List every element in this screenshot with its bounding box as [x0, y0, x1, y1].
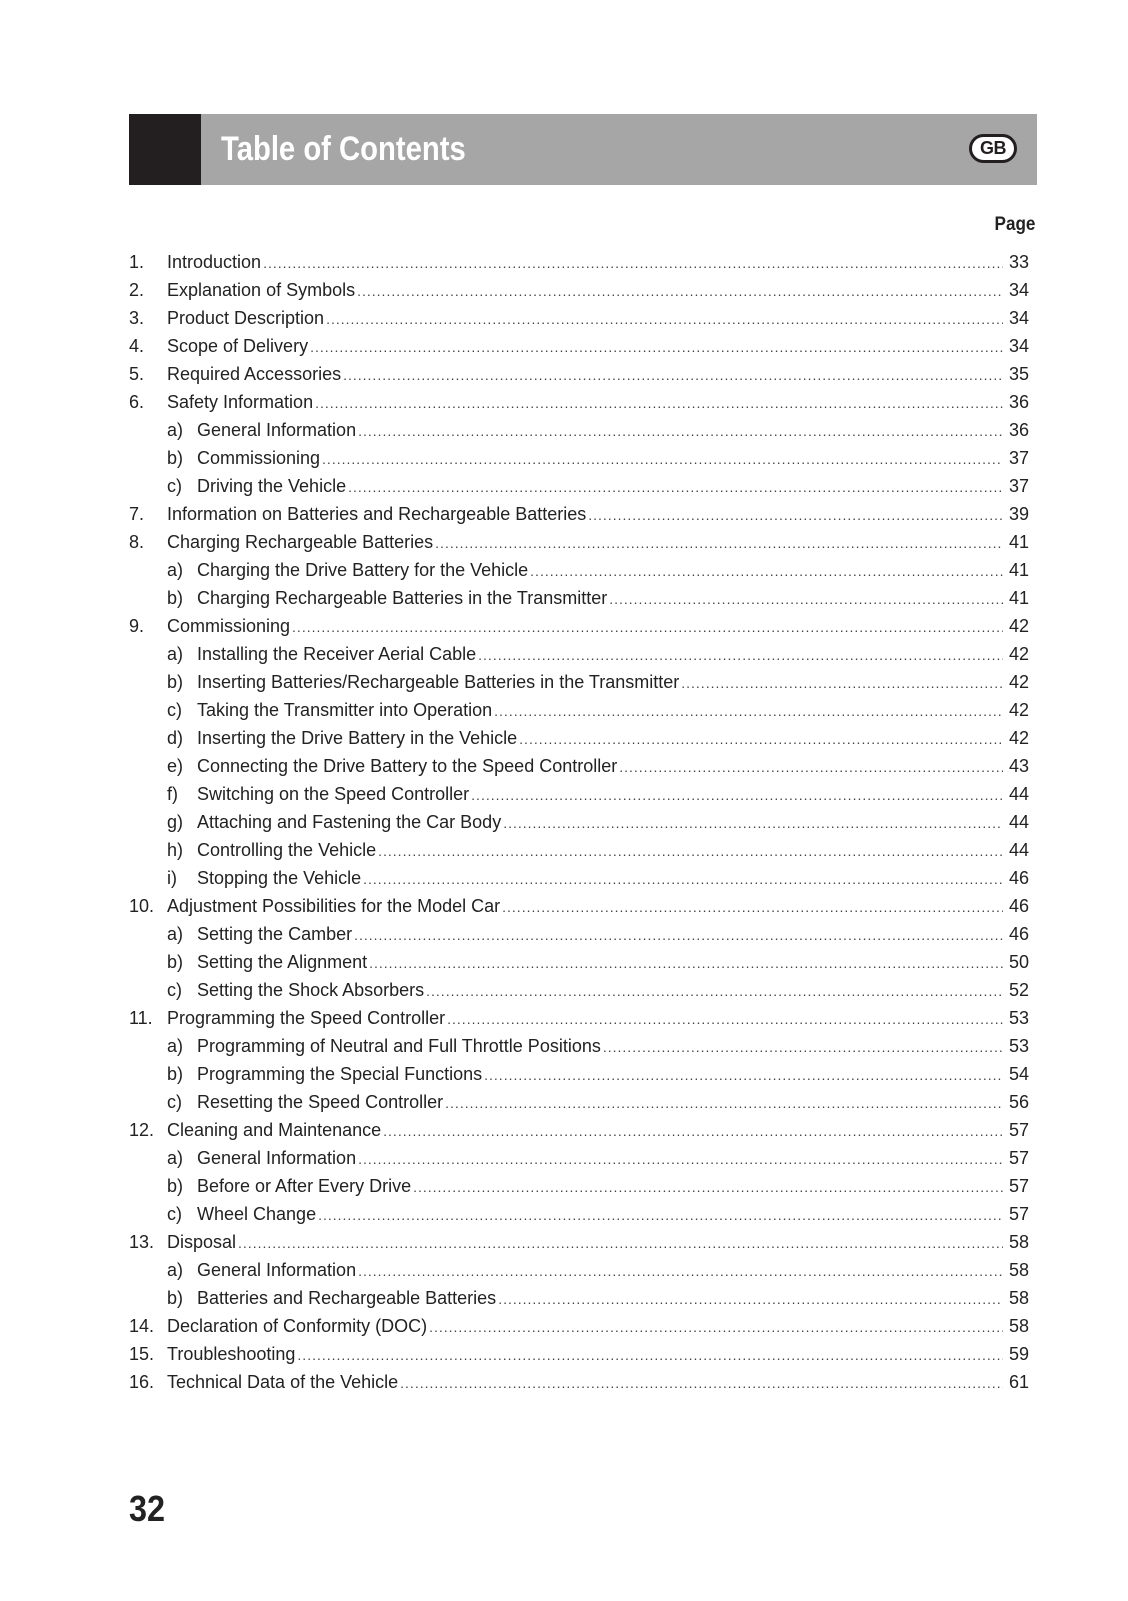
- toc-entry-title: Scope of Delivery: [167, 336, 309, 356]
- toc-entry-letter: a): [167, 644, 184, 664]
- dot-leader: [619, 753, 1003, 781]
- toc-entry-number: 12.: [129, 1120, 155, 1140]
- dot-leader: [413, 1173, 1003, 1201]
- dot-leader: [322, 445, 1003, 473]
- toc-entry-page: 53: [1008, 1036, 1029, 1056]
- toc-entry-letter: f): [167, 784, 178, 804]
- toc-entry-page: 58: [1008, 1232, 1029, 1252]
- dot-leader: [358, 1257, 1003, 1285]
- dot-leader: [603, 1033, 1003, 1061]
- toc-entry-number: 1.: [129, 252, 145, 272]
- toc-entry: [129, 1312, 1029, 1340]
- toc-entry-page: 36: [1008, 392, 1029, 412]
- toc-entry-page: 59: [1008, 1344, 1029, 1364]
- toc-entry-page: 39: [1008, 504, 1029, 524]
- dot-leader: [609, 585, 1003, 613]
- toc-entry-page: 42: [1008, 672, 1029, 692]
- toc-entry-page: 37: [1008, 448, 1029, 468]
- toc-entry-page: 54: [1008, 1064, 1029, 1084]
- dot-leader: [484, 1061, 1003, 1089]
- dot-leader: [530, 557, 1003, 585]
- toc-entry: [129, 696, 1029, 724]
- toc-entry-page: 43: [1008, 756, 1029, 776]
- toc-entry: [129, 1004, 1029, 1032]
- toc-entry-title: Taking the Transmitter into Operation: [197, 700, 493, 720]
- toc-entry-page: 42: [1008, 728, 1029, 748]
- toc-entry: [129, 752, 1029, 780]
- toc-entry-number: 3.: [129, 308, 145, 328]
- toc-entry-title: Charging the Drive Battery for the Vehicle: [197, 560, 529, 580]
- toc-entry-letter: a): [167, 560, 184, 580]
- page-number: 32: [129, 1488, 166, 1529]
- dot-leader: [238, 1229, 1003, 1257]
- toc-entry-page: 42: [1008, 616, 1029, 636]
- toc-entry-title: Charging Rechargeable Batteries in the Transmitter: [197, 588, 608, 608]
- toc-entry-title: Information on Batteries and Rechargeable Batteries: [167, 504, 587, 524]
- toc-entry-page: 58: [1008, 1316, 1029, 1336]
- dot-leader: [363, 865, 1003, 893]
- toc-entry: [129, 584, 1029, 612]
- toc-entry-title: Introduction: [167, 252, 262, 272]
- toc-entry-title: Cleaning and Maintenance: [167, 1120, 382, 1140]
- toc-entry-number: 5.: [129, 364, 145, 384]
- toc-entry-page: 57: [1008, 1176, 1029, 1196]
- toc-entry: [129, 444, 1029, 472]
- toc-entry-number: 6.: [129, 392, 145, 412]
- toc-entry-title: Commissioning: [167, 616, 291, 636]
- toc-entry-title: Setting the Shock Absorbers: [197, 980, 425, 1000]
- toc-entry-page: 58: [1008, 1288, 1029, 1308]
- toc-entry-title: Commissioning: [197, 448, 321, 468]
- toc-entry-letter: b): [167, 448, 184, 468]
- toc-entry-title: Switching on the Speed Controller: [197, 784, 470, 804]
- toc-entry-page: 35: [1008, 364, 1029, 384]
- toc-entry: [129, 1228, 1029, 1256]
- toc-entry-page: 57: [1008, 1148, 1029, 1168]
- toc-entry-page: 52: [1008, 980, 1029, 1000]
- toc-entry-title: Disposal: [167, 1232, 237, 1252]
- toc-entry: [129, 360, 1029, 388]
- toc-entry-number: 10.: [129, 896, 155, 916]
- toc-entry-page: 41: [1008, 532, 1029, 552]
- toc-entry-letter: b): [167, 1288, 184, 1308]
- toc-entry-page: 46: [1008, 896, 1029, 916]
- toc-entry: [129, 1200, 1029, 1228]
- toc-entry-letter: a): [167, 924, 184, 944]
- toc-entry-letter: h): [167, 840, 184, 860]
- toc-entry-page: 44: [1008, 812, 1029, 832]
- toc-entry-letter: b): [167, 672, 184, 692]
- header-dark-block: [129, 114, 201, 185]
- dot-leader: [429, 1313, 1003, 1341]
- toc-entry-page: 50: [1008, 952, 1029, 972]
- toc-entry-page: 44: [1008, 784, 1029, 804]
- toc-entry-letter: c): [167, 980, 182, 1000]
- dot-leader: [383, 1117, 1003, 1145]
- toc-entry-page: 37: [1008, 476, 1029, 496]
- toc-entry-page: 53: [1008, 1008, 1029, 1028]
- toc-entry-page: 41: [1008, 588, 1029, 608]
- dot-leader: [326, 305, 1003, 333]
- toc-entry-title: Before or After Every Drive: [197, 1176, 412, 1196]
- toc-entry-number: 13.: [129, 1232, 155, 1252]
- toc-entry-letter: c): [167, 1204, 182, 1224]
- toc-entry: [129, 808, 1029, 836]
- toc-entry-letter: e): [167, 756, 184, 776]
- toc-entry-title: Stopping the Vehicle: [197, 868, 362, 888]
- toc-entry-letter: b): [167, 1064, 184, 1084]
- toc-entry-number: 14.: [129, 1316, 155, 1336]
- toc-entry-title: Explanation of Symbols: [167, 280, 356, 300]
- toc-entry: [129, 612, 1029, 640]
- dot-leader: [263, 249, 1003, 277]
- dot-leader: [292, 613, 1003, 641]
- toc-entry-title: Charging Rechargeable Batteries: [167, 532, 434, 552]
- toc-entry-number: 2.: [129, 280, 145, 300]
- dot-leader: [297, 1341, 1003, 1369]
- dot-leader: [357, 277, 1003, 305]
- toc-entry-letter: a): [167, 1036, 184, 1056]
- toc-entry-page: 36: [1008, 420, 1029, 440]
- dot-leader: [445, 1089, 1003, 1117]
- toc-entry-number: 7.: [129, 504, 145, 524]
- toc-entry-title: Declaration of Conformity (DOC): [167, 1316, 428, 1336]
- table-of-contents: [129, 248, 1029, 1396]
- toc-entry-letter: b): [167, 588, 184, 608]
- toc-entry-letter: a): [167, 1260, 184, 1280]
- toc-entry: [129, 668, 1029, 696]
- toc-entry: [129, 416, 1029, 444]
- toc-entry: [129, 528, 1029, 556]
- toc-entry: [129, 1116, 1029, 1144]
- toc-entry-title: Inserting Batteries/Rechargeable Batteries in the Transmitter: [197, 672, 680, 692]
- toc-entry-page: 34: [1008, 280, 1029, 300]
- toc-entry-title: Connecting the Drive Battery to the Speed Controller: [197, 756, 618, 776]
- dot-leader: [315, 389, 1003, 417]
- toc-entry-letter: i): [167, 868, 177, 888]
- dot-leader: [348, 473, 1003, 501]
- toc-entry-page: 42: [1008, 700, 1029, 720]
- toc-entry-page: 58: [1008, 1260, 1029, 1280]
- dot-leader: [681, 669, 1003, 697]
- toc-entry: [129, 1172, 1029, 1200]
- toc-entry-letter: c): [167, 700, 182, 720]
- toc-entry-page: 41: [1008, 560, 1029, 580]
- toc-entry: [129, 248, 1029, 276]
- toc-entry-title: Installing the Receiver Aerial Cable: [197, 644, 477, 664]
- toc-entry-letter: b): [167, 1176, 184, 1196]
- toc-entry-page: 46: [1008, 924, 1029, 944]
- toc-entry-page: 44: [1008, 840, 1029, 860]
- dot-leader: [494, 697, 1003, 725]
- toc-entry: [129, 1060, 1029, 1088]
- dot-leader: [502, 893, 1003, 921]
- toc-entry-title: Wheel Change: [197, 1204, 317, 1224]
- toc-entry-number: 4.: [129, 336, 145, 356]
- toc-entry-number: 15.: [129, 1344, 155, 1364]
- toc-entry-page: 34: [1008, 336, 1029, 356]
- toc-entry: [129, 1032, 1029, 1060]
- toc-entry-number: 11.: [129, 1008, 153, 1028]
- toc-entry: [129, 1284, 1029, 1312]
- toc-entry-title: Programming the Special Functions: [197, 1064, 483, 1084]
- page-title: Table of Contents: [221, 130, 466, 168]
- toc-entry-title: General Information: [197, 1148, 357, 1168]
- toc-entry-page: 33: [1008, 252, 1029, 272]
- toc-entry: [129, 780, 1029, 808]
- toc-entry-title: Product Description: [167, 308, 325, 328]
- page-column-label: Page: [994, 214, 1035, 235]
- dot-leader: [447, 1005, 1003, 1033]
- dot-leader: [358, 417, 1003, 445]
- dot-leader: [519, 725, 1003, 753]
- toc-entry: [129, 500, 1029, 528]
- toc-entry: [129, 276, 1029, 304]
- toc-entry: [129, 304, 1029, 332]
- dot-leader: [358, 1145, 1003, 1173]
- toc-entry-title: Technical Data of the Vehicle: [167, 1372, 399, 1392]
- toc-entry-letter: d): [167, 728, 184, 748]
- toc-entry: [129, 332, 1029, 360]
- toc-entry-letter: b): [167, 952, 184, 972]
- toc-entry-letter: a): [167, 1148, 184, 1168]
- toc-entry-title: Resetting the Speed Controller: [197, 1092, 444, 1112]
- dot-leader: [354, 921, 1003, 949]
- toc-entry-title: Controlling the Vehicle: [197, 840, 377, 860]
- toc-entry-title: Inserting the Drive Battery in the Vehicle: [197, 728, 518, 748]
- dot-leader: [426, 977, 1003, 1005]
- toc-entry: [129, 1340, 1029, 1368]
- toc-entry-title: General Information: [197, 1260, 357, 1280]
- toc-entry-title: Required Accessories: [167, 364, 342, 384]
- toc-entry: [129, 556, 1029, 584]
- toc-entry-page: 57: [1008, 1204, 1029, 1224]
- toc-entry-page: 42: [1008, 644, 1029, 664]
- toc-entry-letter: g): [167, 812, 184, 832]
- toc-entry: [129, 976, 1029, 1004]
- toc-entry: [129, 836, 1029, 864]
- toc-entry-number: 8.: [129, 532, 145, 552]
- toc-entry-page: 57: [1008, 1120, 1029, 1140]
- toc-entry-page: 34: [1008, 308, 1029, 328]
- toc-entry-title: Batteries and Rechargeable Batteries: [197, 1288, 497, 1308]
- dot-leader: [478, 641, 1003, 669]
- toc-entry-page: 46: [1008, 868, 1029, 888]
- dot-leader: [400, 1369, 1003, 1397]
- dot-leader: [318, 1201, 1003, 1229]
- toc-entry: [129, 864, 1029, 892]
- toc-entry-title: Adjustment Possibilities for the Model Car: [167, 896, 501, 916]
- toc-entry-title: General Information: [197, 420, 357, 440]
- toc-entry-title: Programming the Speed Controller: [167, 1008, 446, 1028]
- dot-leader: [503, 809, 1003, 837]
- toc-entry: [129, 724, 1029, 752]
- toc-entry-title: Troubleshooting: [167, 1344, 296, 1364]
- dot-leader: [378, 837, 1003, 865]
- toc-entry-page: 61: [1008, 1372, 1029, 1392]
- toc-entry: [129, 1088, 1029, 1116]
- toc-entry: [129, 948, 1029, 976]
- toc-entry: [129, 892, 1029, 920]
- dot-leader: [369, 949, 1003, 977]
- toc-entry: [129, 388, 1029, 416]
- toc-entry-number: 16.: [129, 1372, 155, 1392]
- dot-leader: [343, 361, 1003, 389]
- toc-entry-letter: a): [167, 420, 184, 440]
- toc-entry-letter: c): [167, 476, 182, 496]
- toc-entry: [129, 920, 1029, 948]
- toc-entry: [129, 1144, 1029, 1172]
- toc-entry: [129, 472, 1029, 500]
- toc-entry: [129, 1256, 1029, 1284]
- dot-leader: [588, 501, 1003, 529]
- toc-entry-title: Setting the Alignment: [197, 952, 368, 972]
- toc-entry: [129, 640, 1029, 668]
- toc-entry-title: Driving the Vehicle: [197, 476, 347, 496]
- dot-leader: [310, 333, 1003, 361]
- toc-entry: [129, 1368, 1029, 1396]
- toc-entry-title: Programming of Neutral and Full Throttle Positions: [197, 1036, 601, 1056]
- toc-entry-title: Safety Information: [167, 392, 314, 412]
- header-bar: [129, 114, 1037, 185]
- country-badge: GB: [969, 134, 1017, 163]
- toc-entry-title: Attaching and Fastening the Car Body: [197, 812, 502, 832]
- toc-entry-title: Setting the Camber: [197, 924, 353, 944]
- dot-leader: [435, 529, 1003, 557]
- dot-leader: [471, 781, 1003, 809]
- toc-entry-page: 56: [1008, 1092, 1029, 1112]
- dot-leader: [498, 1285, 1003, 1313]
- toc-entry-number: 9.: [129, 616, 145, 636]
- toc-entry-letter: c): [167, 1092, 182, 1112]
